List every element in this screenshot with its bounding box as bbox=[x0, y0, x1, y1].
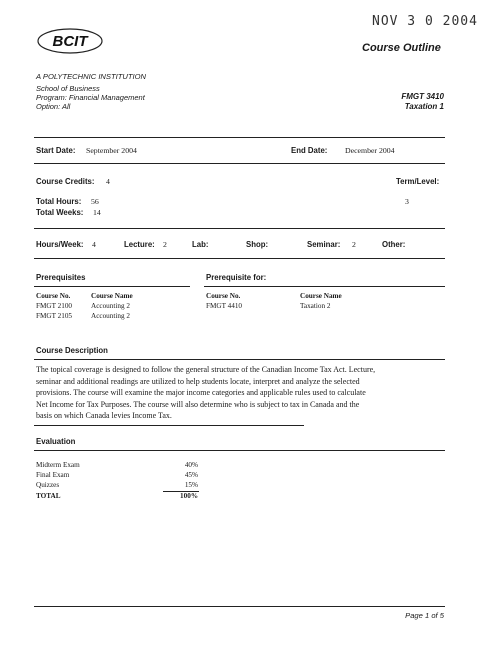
evaluation-item-label: Midterm Exam bbox=[36, 461, 80, 469]
page-number: Page 1 of 5 bbox=[405, 611, 444, 620]
prereq-col-course-name: Course Name bbox=[91, 292, 133, 300]
divider bbox=[34, 163, 445, 164]
option-name: Option: All bbox=[36, 102, 71, 111]
course-code: FMGT 3410 bbox=[401, 92, 444, 101]
prereq-for-col-course-no: Course No. bbox=[206, 292, 241, 300]
prereq-for-course-name: Taxation 2 bbox=[300, 302, 331, 310]
evaluation-item-value: 15% bbox=[184, 481, 198, 489]
evaluation-item-label: Final Exam bbox=[36, 471, 70, 479]
evaluation-item-value: 45% bbox=[184, 471, 198, 479]
description-line: provisions. The course will examine the major income categories and applicable rules used to calculate bbox=[36, 388, 366, 398]
divider bbox=[34, 359, 445, 360]
evaluation-item-value: 40% bbox=[184, 461, 198, 469]
prereq-course-name: Accounting 2 bbox=[91, 302, 130, 310]
course-credits-value: 4 bbox=[106, 177, 110, 186]
hours-week-value: 4 bbox=[92, 240, 96, 249]
received-date-stamp: NOV 3 0 2004 bbox=[372, 14, 478, 29]
evaluation-total-value: 100% bbox=[180, 492, 198, 500]
divider bbox=[34, 450, 445, 451]
evaluation-heading: Evaluation bbox=[36, 437, 76, 446]
term-level-value: 3 bbox=[405, 197, 409, 206]
bcit-logo bbox=[36, 24, 106, 58]
prereq-course-name: Accounting 2 bbox=[91, 312, 130, 320]
prerequisites-heading: Prerequisites bbox=[36, 273, 86, 282]
start-date-label: Start Date: bbox=[36, 146, 76, 155]
total-hours-value: 56 bbox=[91, 197, 99, 206]
prereq-col-course-no: Course No. bbox=[36, 292, 71, 300]
course-credits-label: Course Credits: bbox=[36, 177, 95, 186]
seminar-value: 2 bbox=[352, 240, 356, 249]
divider bbox=[34, 286, 190, 287]
prereq-course-no: FMGT 2105 bbox=[36, 312, 73, 320]
course-description-heading: Course Description bbox=[36, 346, 108, 355]
term-level-label: Term/Level: bbox=[396, 177, 440, 186]
other-label: Other: bbox=[382, 240, 406, 249]
description-line: basis on which Canada levies Income Tax. bbox=[36, 411, 172, 421]
end-date-label: End Date: bbox=[291, 146, 328, 155]
description-line: seminar and additional readings are utilized to help students locate, interpret and analyze the selected bbox=[36, 376, 360, 386]
lecture-value: 2 bbox=[163, 240, 167, 249]
start-date-value: September 2004 bbox=[86, 146, 137, 155]
evaluation-total-label: TOTAL bbox=[36, 492, 61, 500]
shop-label: Shop: bbox=[246, 240, 269, 249]
course-description-text bbox=[36, 364, 446, 422]
school-name: School of Business bbox=[36, 84, 100, 93]
prerequisite-for-heading: Prerequisite for: bbox=[206, 273, 267, 282]
institution-tagline: A POLYTECHNIC INSTITUTION bbox=[36, 72, 146, 81]
prereq-course-no: FMGT 2100 bbox=[36, 302, 73, 310]
description-line: The topical coverage is designed to follow the general structure of the Canadian Income Tax Act. Lecture, bbox=[36, 365, 376, 374]
divider bbox=[34, 137, 445, 138]
prereq-for-col-course-name: Course Name bbox=[300, 292, 342, 300]
program-name: Program: Financial Management bbox=[36, 93, 145, 102]
divider bbox=[34, 606, 445, 607]
total-hours-label: Total Hours: bbox=[36, 197, 82, 206]
description-line: Net Income for Tax Purposes. The course will also determine who is subject to tax in Canada and the bbox=[36, 399, 360, 409]
divider bbox=[204, 286, 445, 287]
total-weeks-label: Total Weeks: bbox=[36, 208, 84, 217]
total-weeks-value: 14 bbox=[93, 208, 101, 217]
end-date-value: December 2004 bbox=[345, 146, 395, 155]
lab-label: Lab: bbox=[192, 240, 209, 249]
logo-text: BCIT bbox=[52, 33, 88, 50]
seminar-label: Seminar: bbox=[307, 240, 341, 249]
divider bbox=[34, 228, 445, 229]
prereq-for-course-no: FMGT 4410 bbox=[206, 302, 243, 310]
divider bbox=[34, 425, 304, 426]
lecture-label: Lecture: bbox=[124, 240, 155, 249]
divider bbox=[34, 258, 445, 259]
hours-week-label: Hours/Week: bbox=[36, 240, 84, 249]
evaluation-item-label: Quizzes bbox=[36, 481, 60, 489]
document-title: Course Outline bbox=[362, 42, 441, 54]
course-name: Taxation 1 bbox=[404, 102, 444, 111]
